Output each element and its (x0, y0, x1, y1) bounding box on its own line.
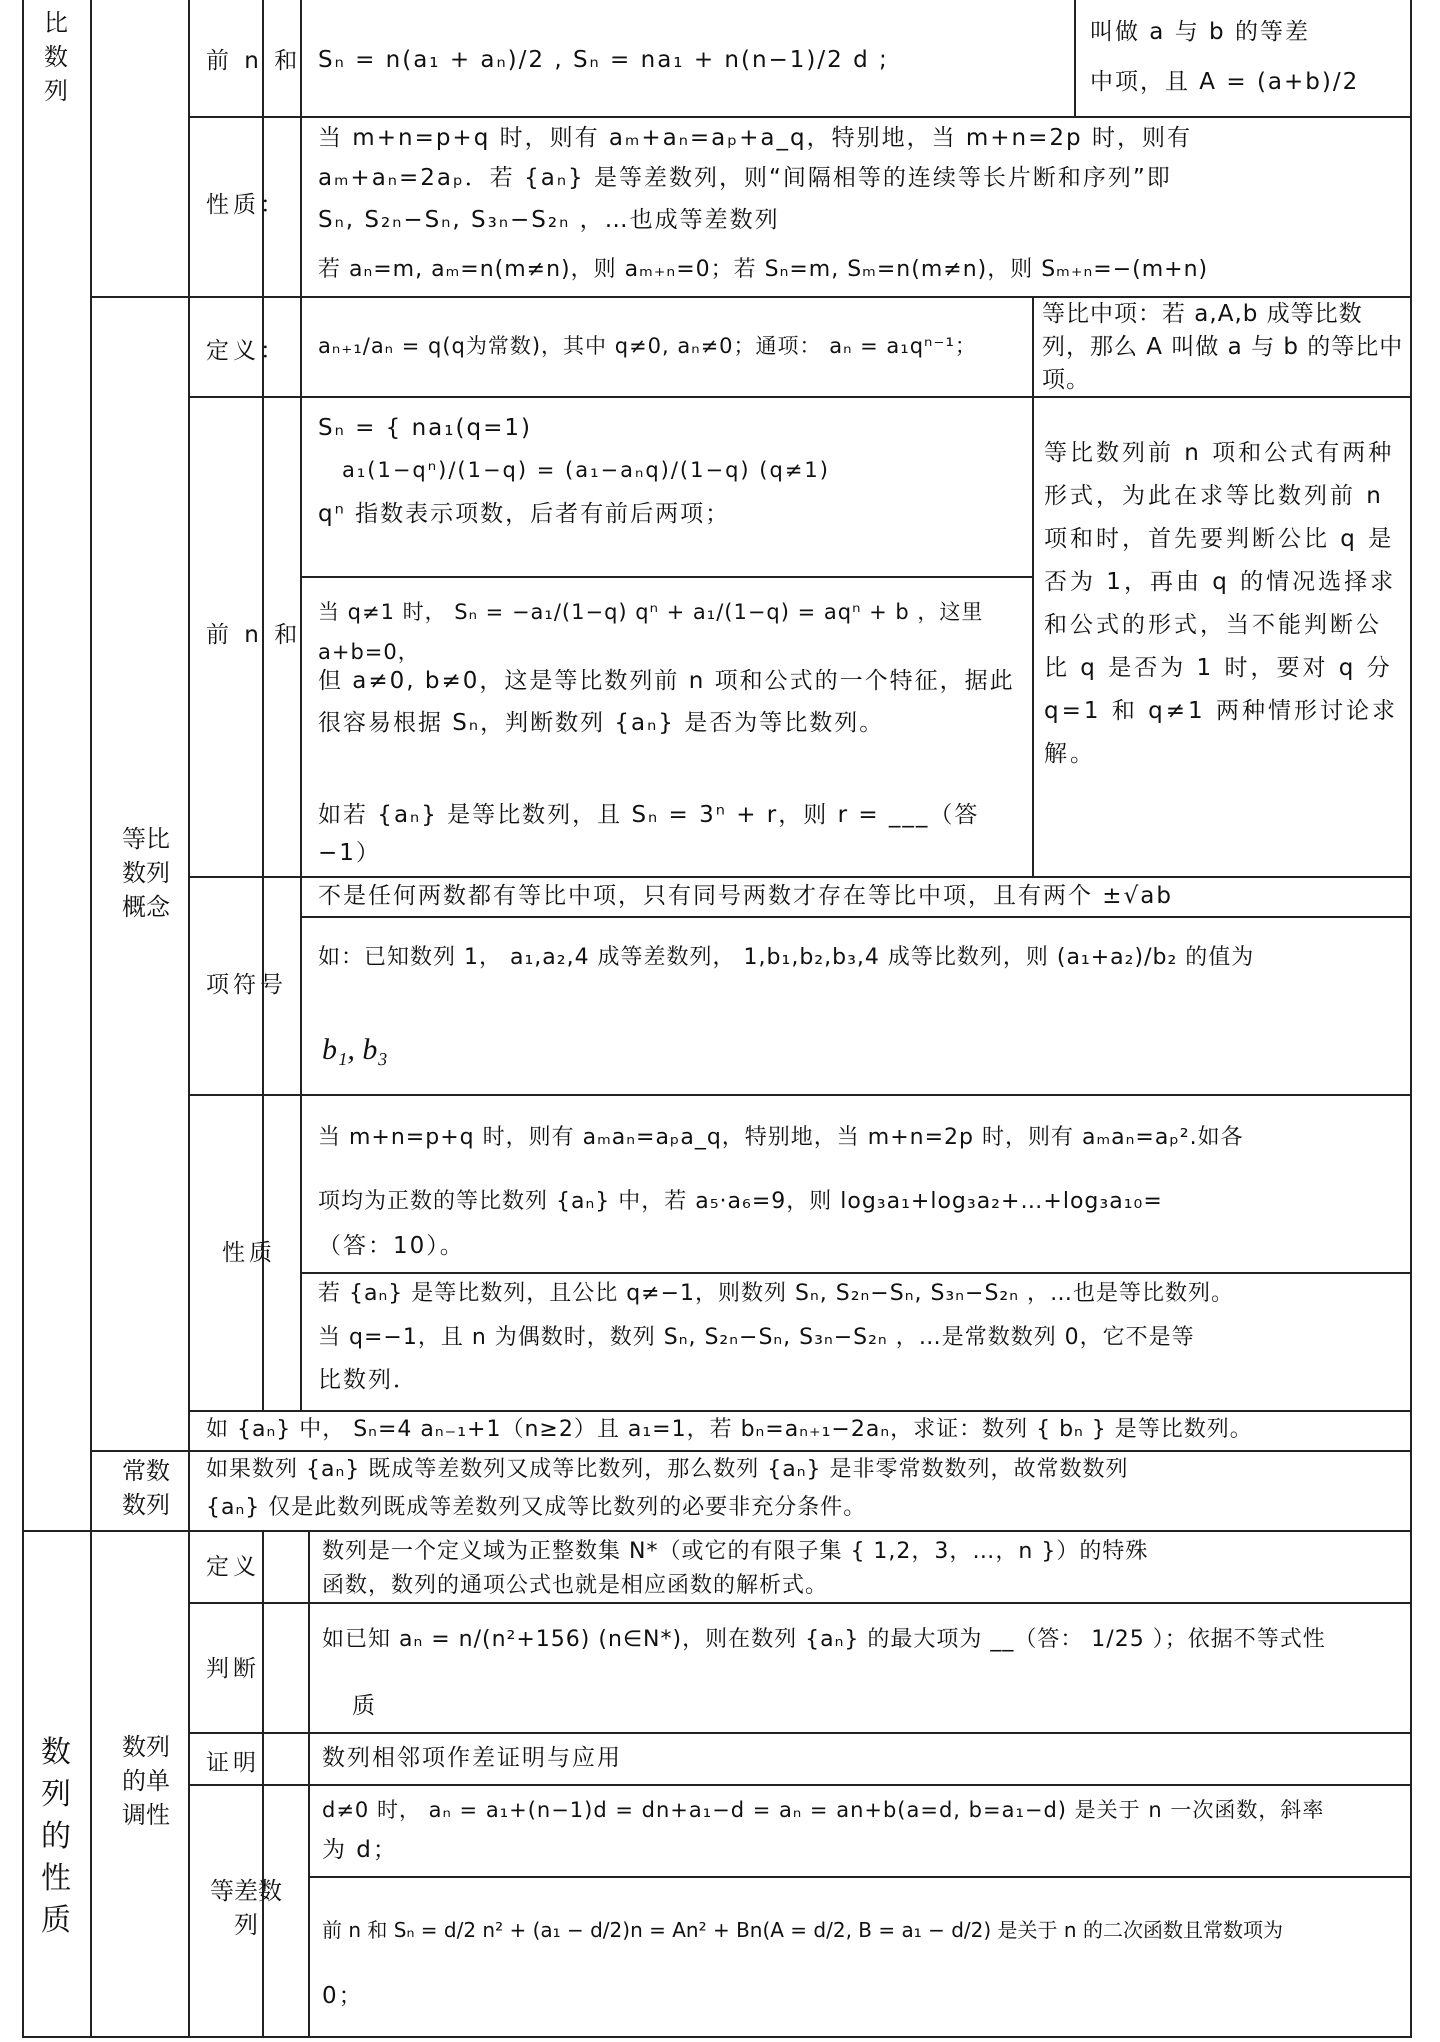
geo-sign-answer: b₁, b₃ (322, 1033, 388, 1066)
table-border-left (22, 0, 24, 2038)
geo-sum-char-1: 当 q≠1 时， Sₙ = −a₁/(1−q) qⁿ + a₁/(1−q) = aqⁿ + b ，这里 a+b=0， (318, 600, 984, 664)
mono-arith-line-2: 为 d； (322, 1837, 398, 1863)
geo-property-line-4: 若 {aₙ} 是等比数列，且公比 q≠−1，则数列 Sₙ, S₂ₙ−Sₙ, S₃ₙ−S₂ₙ ，…也是等比数列。 (318, 1281, 1234, 1306)
table-border-right (1410, 0, 1412, 2038)
geo-sum-note: qⁿ 指数表示项数，后者有前后两项； (318, 501, 731, 527)
row-line-14 (188, 1784, 1410, 1786)
mono-proof-label: 证明 (206, 1750, 260, 1776)
geo-property-line-2: 项均为正数的等比数列 {aₙ} 中，若 a₅·a₆=9，则 log₃a₁+log₃a₂+…+log₃a₁₀= (318, 1189, 1163, 1214)
geo-proof-example: 如 {aₙ} 中， Sₙ=4 aₙ₋₁+1（n≥2）且 a₁=1，若 bₙ=aₙ₊₁−2aₙ，求证：数列 { bₙ } 是等比数列。 (206, 1417, 1253, 1442)
arith-property-line-4: 若 aₙ=m, aₘ=n(m≠n)，则 aₘ₊ₙ=0；若 Sₙ=m, Sₘ=n(m≠n)，则 Sₘ₊ₙ=−(m+n) (318, 257, 1209, 282)
arith-sum-label: 前 n 和 (206, 48, 302, 74)
section-label-constant: 常数数列 (122, 1457, 170, 1519)
section-label-top: 比数列 (44, 9, 68, 105)
geo-sum-char-2: 但 a≠0, b≠0，这是等比数列前 n 项和公式的一个特征，据此很容易根据 Sₙ，判断数列 {aₙ} 是否为等比数列。 (318, 668, 1015, 736)
arith-sum-formula: Sₙ = n(a₁ + aₙ)/2 , Sₙ = na₁ + n(n−1)/2 d ; (318, 47, 889, 73)
mono-arith-label: 等差数列 (210, 1877, 282, 1939)
mono-def-label: 定义 (206, 1554, 260, 1580)
geo-sum-example: 如若 {aₙ} 是等比数列，且 Sₙ = 3ⁿ + r，则 r = ___（答−1） (318, 802, 980, 866)
geo-property-label: 性质 (222, 1240, 276, 1266)
geo-sum-case-2: a₁(1−qⁿ)/(1−q) = (a₁−aₙq)/(1−q) (q≠1) (342, 458, 830, 482)
geo-sign-example: 如：已知数列 1， a₁,a₂,4 成等差数列， 1,b₁,b₂,b₃,4 成等比数列，则 (a₁+a₂)/b₂ 的值为 (318, 945, 1255, 970)
constant-line-1: 如果数列 {aₙ} 既成等差数列又成等比数列，那么数列 {aₙ} 是非零常数数列，故常数数列 (206, 1457, 1129, 1482)
mono-def-line-1: 数列是一个定义域为正整数集 N*（或它的有限子集 { 1,2，3，…，n }）的特殊 (322, 1539, 1149, 1564)
arith-property-line-1: 当 m+n=p+q 时，则有 aₘ+aₙ=aₚ+a_q，特别地，当 m+n=2p 时，则有 (318, 125, 1192, 151)
mono-arith-line-3: 前 n 和 Sₙ = d/2 n² + (a₁ − d/2)n = An² + Bn(A = d/2, B = a₁ − d/2) 是关于 n 的二次函数且常数项为 (322, 1918, 1283, 1942)
mono-judge-line-1: 如已知 aₙ = n/(n²+156) (n∈N*)，则在数列 {aₙ} 的最大项为 __（答： 1/25 ）；依据不等式性 (322, 1627, 1326, 1652)
geo-property-line-5: 当 q=−1，且 n 为偶数时，数列 Sₙ, S₂ₙ−Sₙ, S₃ₙ−S₂ₙ ，…是常数数列 0，它不是等 (318, 1325, 1195, 1350)
right-note-divider-1 (1074, 0, 1076, 116)
geo-sign-label: 项符号 (206, 972, 287, 998)
row-line-bottom (22, 2036, 1412, 2038)
mono-arith-line-4: 0； (322, 1983, 364, 2009)
geo-sum-label: 前 n 和 (206, 622, 302, 648)
geo-sum-case-1: Sₙ = { na₁(q=1) (318, 415, 532, 441)
arith-property-label: 性质： (206, 192, 287, 218)
row-line-6 (300, 916, 1410, 918)
arith-middle-term-1: 叫做 a 与 b 的等差 (1090, 19, 1310, 45)
row-line-4 (300, 576, 1032, 578)
geo-def-formula: aₙ₊₁/aₙ = q(q为常数)，其中 q≠0, aₙ≠0；通项： aₙ = a₁qⁿ⁻¹； (318, 334, 977, 358)
geo-sign-line-1: 不是任何两数都有等比中项，只有同号两数才存在等比中项，且有两个 ±√ab (318, 883, 1173, 909)
section-label-monotonicity: 数列的单调性 (122, 1733, 170, 1829)
row-line-7 (188, 1094, 1410, 1096)
mono-def-line-2: 函数，数列的通项公式也就是相应函数的解析式。 (322, 1573, 829, 1598)
section-label-properties: 数列的性质 (41, 1735, 71, 1938)
geo-property-line-3: （答：10）。 (318, 1233, 465, 1259)
constant-line-2: {aₙ} 仅是此数列既成等差数列又成等比数列的必要非充分条件。 (206, 1495, 867, 1520)
mono-judge-line-2: 质 (352, 1693, 377, 1719)
geo-property-line-1: 当 m+n=p+q 时，则有 aₘaₙ=aₚa_q，特别地，当 m+n=2p 时，则有 aₘaₙ=aₚ².如各 (318, 1125, 1244, 1150)
arith-middle-term-2: 中项，且 A = (a+b)/2 (1090, 69, 1360, 95)
geo-property-line-6: 比数列． (318, 1367, 418, 1393)
section-label-geometric-concept: 等比数列概念 (122, 825, 170, 921)
col-divider-1 (90, 0, 92, 2038)
mono-judge-label: 判断 (206, 1656, 260, 1682)
geo-def-label: 定义： (206, 338, 287, 364)
col-divider-4 (300, 0, 302, 1412)
right-note-divider-2 (1032, 296, 1034, 876)
arith-property-line-3: Sₙ, S₂ₙ−Sₙ, S₃ₙ−S₂ₙ ，…也成等差数列 (318, 207, 780, 233)
mono-proof-line: 数列相邻项作差证明与应用 (322, 1745, 622, 1771)
row-line-15 (308, 1876, 1410, 1878)
geo-middle-term: 等比中项：若 a,A,b 成等比数列，那么 A 叫做 a 与 b 的等比中项。 (1042, 301, 1404, 393)
notes-table (22, 0, 1412, 2038)
arith-property-line-2: aₘ+aₙ=2aₚ．若 {aₙ} 是等差数列，则“间隔相等的连续等长片断和序列”即 (318, 165, 1172, 191)
mono-arith-line-1: d≠0 时， aₙ = a₁+(n−1)d = dn+a₁−d = aₙ = an+b(a=d, b=a₁−d) 是关于 n 一次函数，斜率 (322, 1798, 1325, 1822)
row-line-13 (188, 1732, 1410, 1734)
geo-sum-note-right: 等比数列前 n 项和公式有两种形式，为此在求等比数列前 n 项和时，首先要判断公比 q 是否为 1，再由 q 的情况选择求和公式的形式，当不能判断公比 q 是否为 1 时，要对 q 分 q=1 和 q≠1 两种情形讨论求解。 (1044, 440, 1398, 767)
